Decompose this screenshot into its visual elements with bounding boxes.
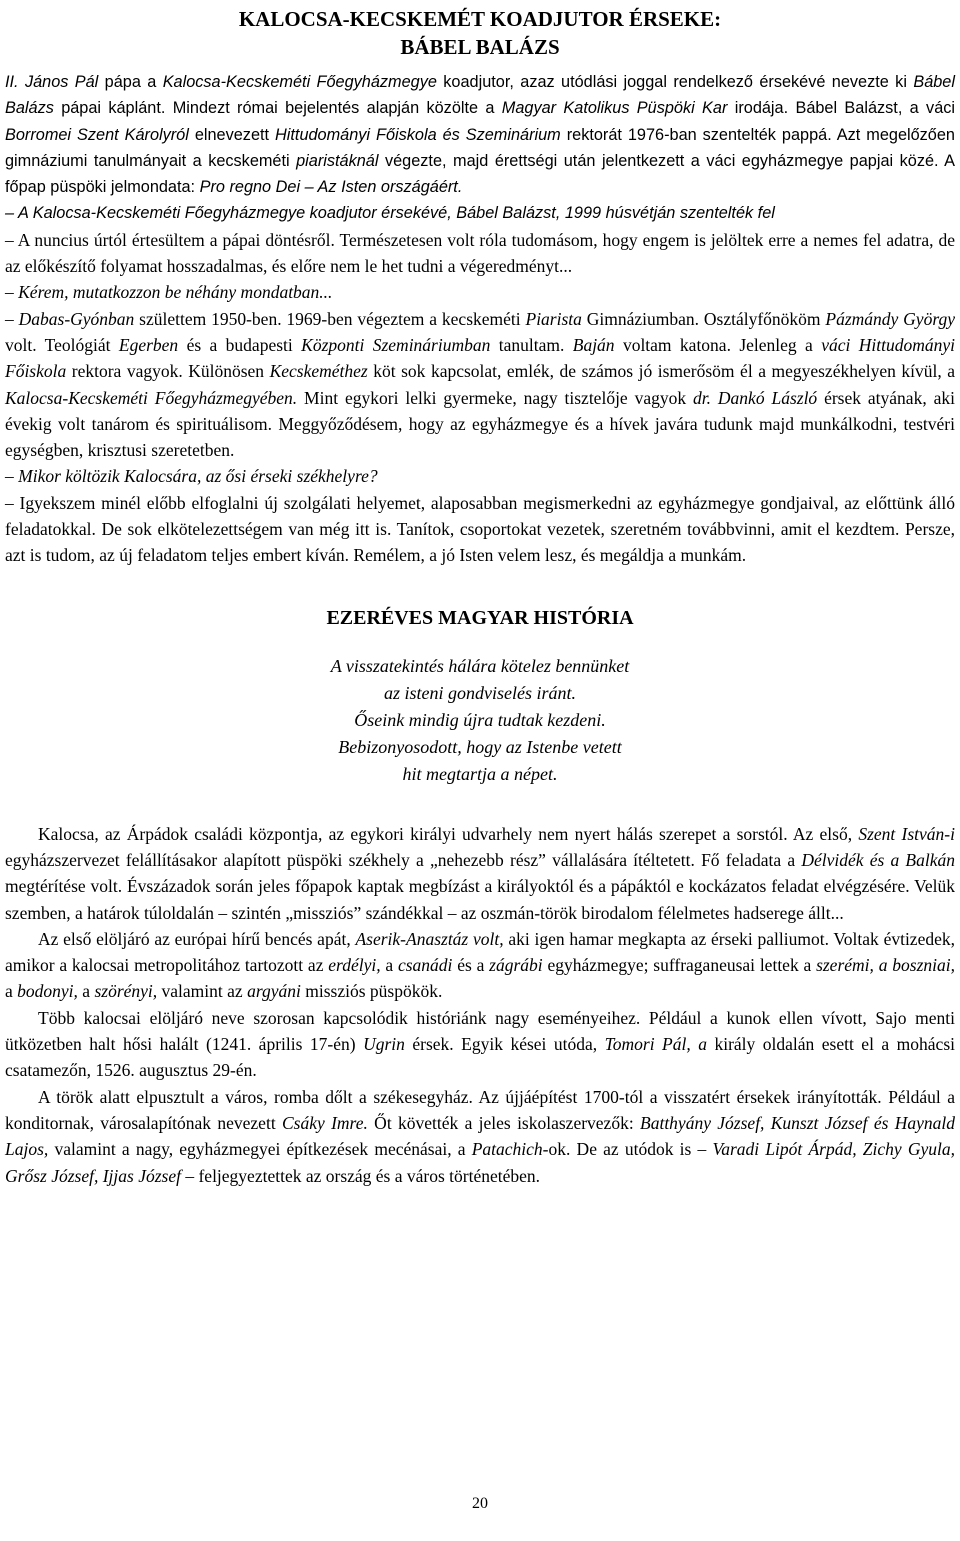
- intro-span: irodája. Bábel Balázst, a váci: [727, 99, 956, 118]
- interview-question-2: [5, 279, 955, 305]
- history-span: csanádi: [397, 955, 453, 976]
- interview-answer-1: – A nuncius úrtól értesültem a pápai döntésről. Természetesen volt róla tudomásom, hogy engem is jelöltek erre a nemes fel adatra, de az előkészítő folyamat hosszadalmas, és előre nem le het tudni a végeredményt...: [5, 229, 955, 277]
- page-number: 20: [472, 1495, 488, 1512]
- answer-span: Központi Szemináriumban: [301, 334, 491, 355]
- history-span: Több kalocsai elöljáró neve szorosan kapcsolódik históriánk nagy eseményeihez. Például a kunok ellen vívott, Sajo menti ütközetben halt hősi halált (1241. április 17-én): [5, 1007, 955, 1055]
- intro-span: Pro regno Dei – Az Isten országáért.: [199, 178, 463, 197]
- article-title-line-2: BÁBEL BALÁZS: [400, 35, 560, 59]
- answer-span: rektora vagyok. Különösen: [66, 361, 270, 382]
- history-span: -ok. De az utódok is –: [542, 1139, 713, 1160]
- interview-answer-2: [5, 306, 955, 464]
- intro-span: Borromei Szent Károlyról: [5, 125, 189, 144]
- history-span: a: [380, 955, 398, 976]
- poem-line: az isteni gondviselés iránt.: [384, 682, 576, 703]
- answer-span: érsek atyának, aki évekig volt tanárom és spirituálisom. Meggyőződésem, hogy az egyházmegye és a hívek javára tudunk majd munkálkodni, testvéri egységben, krisztusi szeretetben.: [5, 387, 955, 461]
- history-span: Ugrin: [363, 1034, 405, 1055]
- article-title-line-1: KALOCSA-KECSKEMÉT KOADJUTOR ÉRSEKE:: [238, 7, 722, 31]
- answer-span: váci Hittudományi Főiskola: [5, 334, 955, 382]
- poem-line: hit megtartja a népet.: [402, 763, 558, 784]
- history-paragraph-3: [5, 1005, 955, 1084]
- interview-question-1: [5, 200, 955, 226]
- history-span: Aserik-Anasztáz volt,: [355, 928, 504, 949]
- history-paragraph-1: [5, 821, 955, 926]
- history-span: érsek. Egyik kései utóda,: [404, 1034, 605, 1055]
- history-span: Délvidék és a Balkán: [801, 849, 955, 870]
- answer-span: Kalocsa-Kecskeméti Főegyházmegyében.: [5, 387, 298, 408]
- history-paragraph-2: [5, 926, 955, 1005]
- history-span: Kalocsa, az Árpádok családi központja, az egykori királyi udvarhely nem nyert hálás szerepet a sorstól. Az első,: [38, 823, 859, 844]
- history-span: – feljegyeztettek az ország és a város történetében.: [180, 1165, 541, 1186]
- poem-line: Bebizonyosodott, hogy az Istenbe vetett: [338, 736, 622, 757]
- history-span: egyházszervezet felállításakor alapított püspöki székhely a „nehezebb rész” vállalására ítéltetett. Fő feladata a: [5, 849, 802, 870]
- history-span: argyáni: [247, 981, 301, 1002]
- answer-span: Piarista: [525, 308, 582, 329]
- history-paragraph-4: [5, 1084, 955, 1189]
- history-span: valamint a nagy, egyházmegyei építkezések mecénásai, a: [48, 1139, 472, 1160]
- article-title: [5, 0, 955, 61]
- answer-span: volt. Teológiát: [5, 334, 119, 355]
- document-page: [5, 0, 955, 1189]
- intro-span: Hittudományi Főiskola és Szeminárium: [275, 125, 561, 144]
- answer-span: voltam katona. Jelenleg a: [614, 334, 822, 355]
- history-span: Csáky Imre.: [282, 1112, 368, 1133]
- answer-span: születtem 1950-ben. 1969-ben végeztem a kecskeméti: [134, 308, 526, 329]
- answer-span: Egerben: [118, 334, 179, 355]
- interview-answer-3: – Igyekszem minél előbb elfoglalni új szolgálati helyemet, alaposabban megismerkedni az egyházmegye gondjaival, az előttünk álló feladatokkal. De sok elkötelezettségem van még itt is. Tanítok, csoportokat vezetek, szeretném továbbvinni, amit el kezdtem. Persze, azt is tudom, az új feladatom teljes embert kíván. Remélem, a jó Isten velem lesz, és megáldja a munkám.: [5, 492, 955, 566]
- history-section-title: EZERÉVES MAGYAR HISTÓRIA: [326, 606, 634, 629]
- answer-span: és a budapesti: [178, 334, 302, 355]
- article-intro-paragraph: [5, 69, 955, 200]
- history-span: Őt követték a jeles iskolaszervezők:: [367, 1112, 641, 1133]
- history-span: valamint az: [157, 981, 248, 1002]
- intro-span: Kalocsa-Kecskeméti Főegyházmegye: [162, 73, 437, 91]
- answer-span: Pázmándy György: [825, 308, 956, 329]
- history-span: erdélyi,: [328, 955, 381, 976]
- history-span: Szent István-i: [858, 823, 955, 844]
- intro-span: pápa a: [98, 73, 163, 91]
- question-text: – A Kalocsa-Kecskeméti Főegyházmegye koadjutor érsekévé, Bábel Balázst, 1999 húsvétján szentelték fel: [5, 204, 775, 223]
- answer-span: Dabas-Gyónban: [18, 308, 135, 329]
- poem-line: Őseink mindig újra tudtak kezdeni.: [354, 709, 606, 730]
- history-span: és a: [452, 955, 490, 976]
- history-span: A török alatt elpusztult a város, romba dőlt a székesegyház. Az újjáépítést 1700-tól a visszatért érsekek irányították. Például a konditornak, városalapítónak nevezett: [5, 1086, 955, 1133]
- intro-span: elnevezett: [188, 125, 276, 144]
- history-span: egyházmegye; suffraganeusai lettek a: [542, 955, 817, 976]
- answer-span: Gimnáziumban. Osztályfőnököm: [581, 308, 826, 329]
- interview-question-3: [5, 463, 955, 489]
- history-span: missziós püspökök.: [300, 981, 443, 1002]
- poem-line: A visszatekintés hálára kötelez bennünket: [330, 655, 630, 676]
- question-text: – Kérem, mutatkozzon be néhány mondatban...: [5, 282, 333, 303]
- intro-span: végezte, majd érettségi után jelentkezett a váci egyházmegye papjai közé. A főpap püspöki jelmondata:: [5, 151, 955, 197]
- history-span: szörényi,: [94, 981, 158, 1002]
- history-span: Varadi Lipót Árpád, Zichy Gyula, Grősz József, Ijjas József: [5, 1139, 955, 1186]
- motto-poem: [5, 653, 955, 788]
- history-span: szerémi, a boszniai,: [816, 955, 955, 976]
- intro-span: Bábel Balázs: [5, 73, 955, 118]
- intro-span: Magyar Katolikus Püspöki Kar: [501, 99, 728, 118]
- history-body: [5, 821, 955, 1189]
- history-span: aki igen hamar megkapta az érseki palliumot. Voltak évtizedek, amikor a kalocsai metropolitához tartozott az: [5, 928, 955, 976]
- answer-span: –: [5, 308, 19, 329]
- answer-span: köt sok kapcsolat, emlék, de számos jó ismerősöm él a megyeszékhelyen kívül, a: [367, 361, 955, 382]
- history-span: a: [77, 981, 95, 1002]
- answer-span: Kecskeméthez: [269, 361, 368, 382]
- history-span: Batthyány József, Kunszt József és Haynald Lajos,: [5, 1112, 955, 1160]
- history-span: Az első elöljáró az európai hírű bencés apát,: [38, 928, 356, 949]
- history-span: Tomori Pál, a: [604, 1034, 707, 1055]
- history-span: Patachich: [471, 1139, 543, 1160]
- history-span: zágrábi: [489, 955, 543, 976]
- intro-span: pápai káplánt. Mindezt római bejelentés alapján közölte a: [53, 99, 502, 118]
- answer-span: tanultam.: [490, 334, 573, 355]
- history-span: király oldalán esett el a mohácsi csatamezőn, 1526. augusztus 29-én.: [5, 1034, 955, 1081]
- history-span: bodonyi,: [17, 981, 78, 1002]
- intro-span: II. János Pál: [5, 73, 99, 91]
- intro-span: piaristáknál: [296, 151, 379, 170]
- answer-span: Mint egykori lelki gyermeke, nagy tisztelője vagyok: [297, 387, 694, 408]
- question-text: – Mikor költözik Kalocsára, az ősi érseki székhelyre?: [5, 466, 378, 487]
- intro-span: rektorát 1976-ban szentelték pappá. Azt megelőzően gimnáziumi tanulmányait a kecskeméti: [5, 125, 955, 170]
- answer-span: dr. Dankó László: [693, 387, 818, 408]
- intro-span: koadjutor, azaz utódlási joggal rendelkező érsekévé nevezte ki: [436, 73, 914, 91]
- answer-span: Baján: [572, 334, 615, 355]
- history-span: a: [5, 981, 18, 1002]
- history-span: megtérítése volt. Évszázadok során jeles főpapok kaptak megbízást a királyoktól és a pápáktól e kockázatos feladat elvégzésére. Velük szemben, a határok túloldalán – szintén „missziós” szándékkal – az oszmán-török birodalom félelmetes hadserege állt...: [5, 876, 955, 923]
